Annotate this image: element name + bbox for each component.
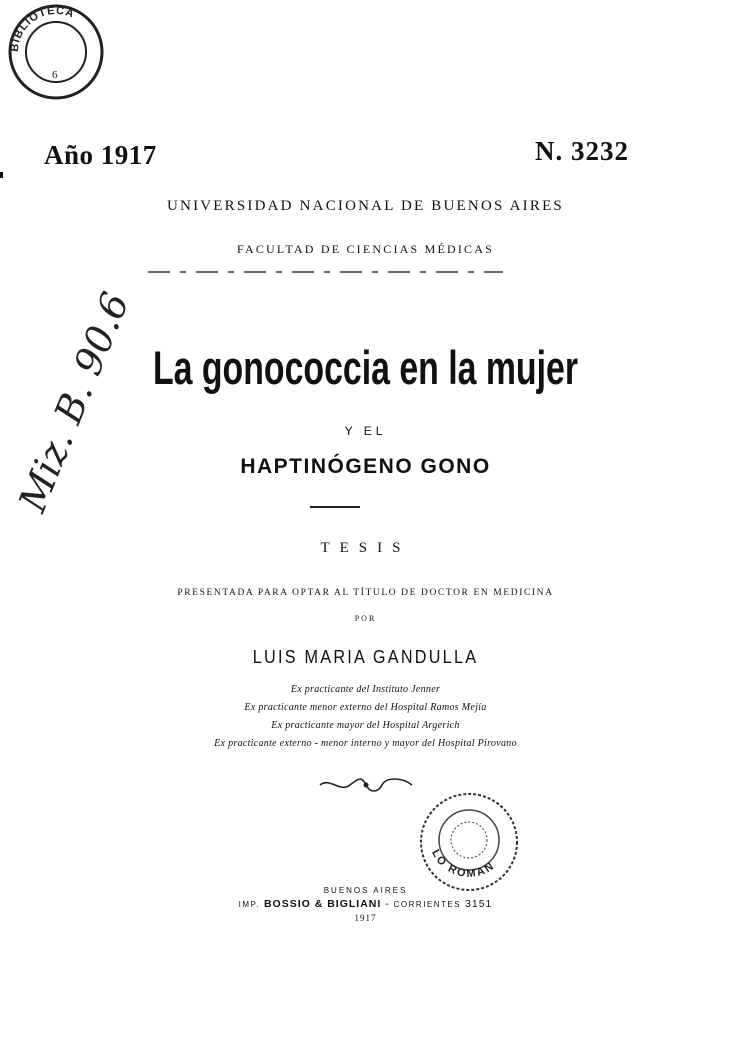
imprint-city: BUENOS AIRES [323,886,408,895]
publication-year: Año 1917 [44,140,157,170]
margin-mark [0,172,3,178]
library-stamp-text: BIBLIOTECA [8,4,77,53]
by-label: POR [354,614,377,623]
library-stamp [0,4,108,104]
round-stamp [414,790,524,895]
presented-for: PRESENTADA PARA OPTAR AL TÍTULO DE DOCTOR EN MEDICINA [177,588,554,598]
credential-line: Ex practicante mayor del Hospital Argerich [271,720,460,731]
dashed-divider [148,270,503,274]
title-connector: Y EL [344,424,387,438]
thesis-number: N. 3232 [535,136,629,166]
library-stamp-number: 6 [52,69,58,81]
university-name: UNIVERSIDAD NACIONAL DE BUENOS AIRES [167,198,564,214]
ornament-flourish [318,776,414,794]
imprint-year: 1917 [354,913,377,923]
printer-address-number: 3151 [465,898,493,910]
handwritten-note-text: Miz. B. 90.6 [10,286,138,518]
svg-text:BIBLIOTECA [9,5,76,53]
tesis-label: TESIS [320,540,411,556]
credential-line: Ex practicante del Instituto Jenner [290,684,441,695]
short-rule [310,506,360,508]
printer-address-label: CORRIENTES [393,900,462,909]
svg-text:LO ROMAN [429,848,497,880]
credential-line: Ex practicante menor externo del Hospital Ramos Mejía [244,702,487,713]
author-name: LUIS MARIA GANDULLA [252,647,479,667]
thesis-title: La gonococcia en la mujer [152,341,579,394]
faculty-name: FACULTAD DE CIENCIAS MÉDICAS [237,242,494,256]
printer-prefix: IMP. [238,900,261,909]
thesis-subtitle: HAPTINÓGENO GONO [240,455,491,478]
printer-name: BOSSIO & BIGLIANI [263,898,382,910]
round-stamp-text: LO ROMAN [429,847,498,881]
credential-line: Ex practicante externo - menor interno y mayor del Hospital Pirovano [214,738,517,749]
imprint-printer: IMP. BOSSIO & BIGLIANI - CORRIENTES 3151 [238,898,493,910]
